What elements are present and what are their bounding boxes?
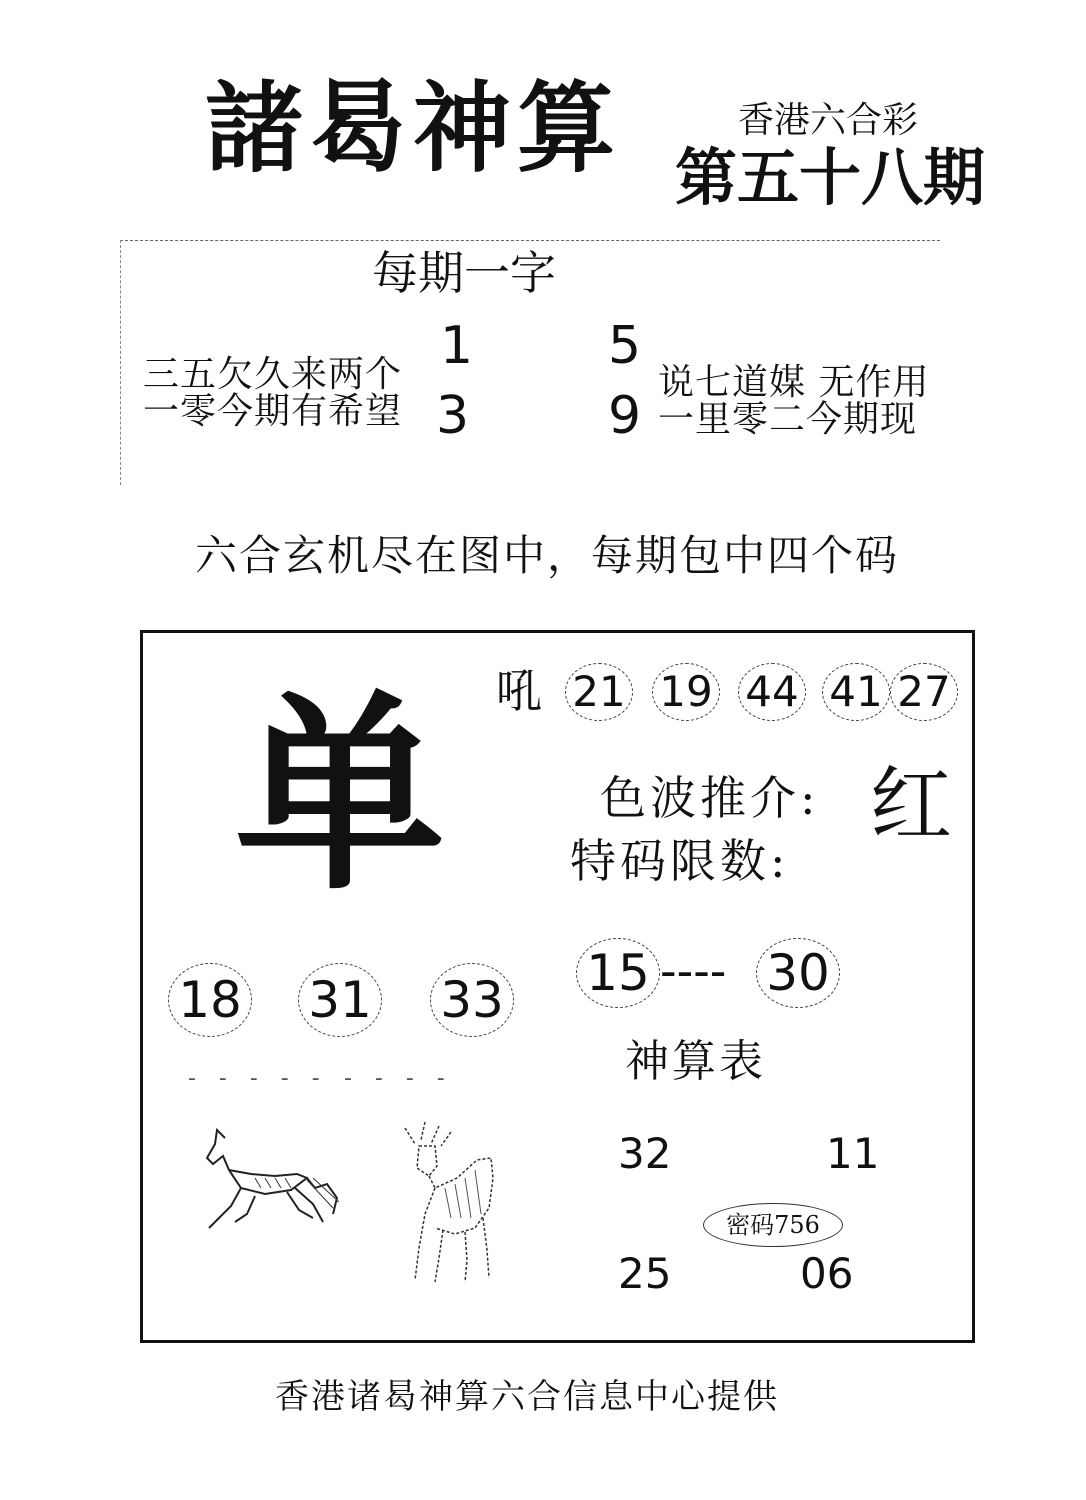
odd-even-character: 单	[235, 671, 446, 918]
decorative-dots: - - - -	[344, 1066, 453, 1091]
clue-left-line-1: 三五欠久来两个	[143, 354, 403, 395]
range-dash: ----	[660, 944, 727, 998]
roar-number-1: 21	[565, 663, 633, 721]
roar-number-5: 27	[890, 663, 958, 721]
range-to: 30	[756, 938, 840, 1008]
roar-label: 吼	[496, 664, 542, 718]
color-value: 红	[870, 758, 953, 853]
clue-heading: 每期一字	[372, 246, 556, 300]
clue-right-line-1: 说七道媒 无作用	[658, 362, 930, 403]
roar-number-4: 41	[822, 663, 890, 721]
banner-text: 六合玄机尽在图中，每期包中四个码	[195, 531, 900, 580]
range-from: 15	[576, 938, 660, 1008]
left-number-1: 18	[168, 963, 252, 1037]
issue-number: 第五十八期	[675, 141, 986, 214]
password-badge: 密码756	[703, 1203, 843, 1247]
roar-number-3: 44	[738, 663, 806, 721]
color-label: 色波推介:	[600, 771, 820, 825]
decorative-dots: - - - - -	[188, 1066, 328, 1091]
clue-right-line-2: 一里零二今期现	[658, 399, 918, 440]
page-title: 諸曷神算	[205, 71, 622, 186]
clue-digit-4: 9	[608, 386, 642, 446]
footer-provider: 香港诸曷神算六合信息中心提供	[275, 1377, 779, 1417]
clue-left-line-2: 一零今期有希望	[143, 391, 403, 432]
left-border	[120, 240, 121, 485]
table-number-2: 11	[826, 1129, 880, 1178]
table-number-1: 32	[618, 1129, 672, 1178]
clue-digit-2: 5	[608, 316, 642, 376]
left-number-3: 33	[430, 963, 514, 1037]
clue-digit-3: 3	[436, 386, 470, 446]
limit-label: 特码限数:	[570, 834, 790, 888]
left-number-2: 31	[298, 963, 382, 1037]
deer-icon	[395, 1118, 500, 1288]
table-number-3: 25	[618, 1249, 672, 1298]
top-divider	[120, 240, 940, 241]
lottery-name: 香港六合彩	[738, 100, 919, 141]
horse-icon	[195, 1118, 345, 1243]
table-number-4: 06	[800, 1249, 854, 1298]
clue-digit-1: 1	[440, 316, 474, 376]
roar-number-2: 19	[652, 663, 720, 721]
table-title: 神算表	[625, 1036, 766, 1087]
